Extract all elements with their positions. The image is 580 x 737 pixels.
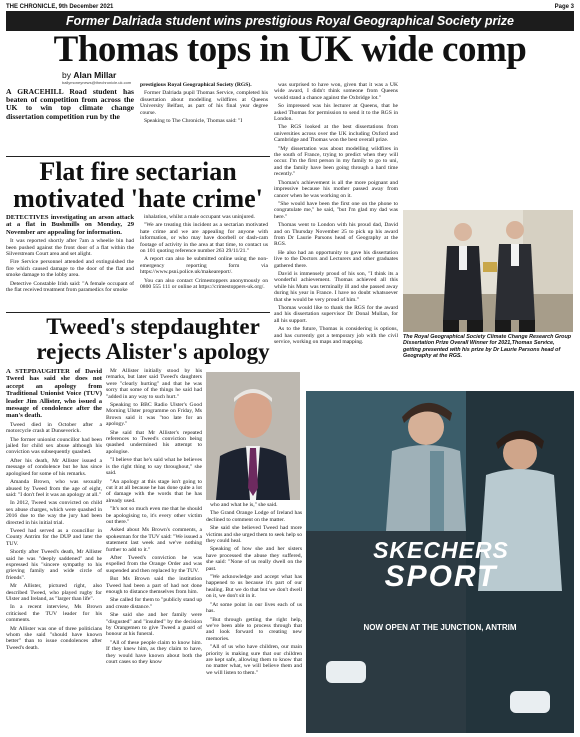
story2-lead: DETECTIVES investigating an arson attack at a flat in Bushmills on Monday, 29 November are appealing for information. [6, 214, 134, 236]
paragraph: She said that Mr Allister's repeated references to Tweed's conviction being quashed undermined his attempt to apologise. [106, 429, 202, 455]
story3-col3 [206, 502, 302, 734]
paragraph: "All of these people claim to know him. If they knew him, as they claim to have, they would have known about both the court cases so they know [106, 639, 202, 666]
paragraph: Speaking to BBC Radio Ulster's Good Morning Ulster programme on Friday, Ms Brown said it was "too late for an apology." [106, 402, 202, 428]
paragraph: It was reported shortly after 7am a wheelie bin had been pushed against the front door of a flat within the Silverstream Court area and set alight. [6, 238, 134, 258]
paragraph: A report can also be submitted online using the non-emergency reporting form via https://www.psni.police.uk/makeareport/. [140, 256, 268, 276]
paragraph: She called for them to "publicly stand up and create distance." [106, 597, 202, 610]
skechers-advert[interactable] [306, 391, 574, 733]
story3-lead: A STEPDAUGHTER of David Tweed has said she does not accept an apology from Traditional Unionist Voice (TUV) leader Jim Allister, who issued a message of condolence after the man's death. [6, 368, 102, 420]
paragraph: who and what he is," she said. [210, 502, 278, 508]
advert-brand-line2: SPORT [384, 560, 498, 593]
paragraph: She said she and her family were "disgusted" and "insulted" by the decision by Orangemen to give Tweed a guard of honour at his funeral. [106, 612, 202, 638]
story2-col1 [6, 214, 134, 309]
paragraph: After Tweed's conviction he was expelled from the Orange Order and was suspended and then replaced by the TUV. [106, 554, 202, 574]
paragraph: Tweed had served as a councillor in County Antrim for the DUP and later the TUV. [6, 527, 102, 547]
story2-headline-line1: Flat fire sectarian [39, 157, 237, 186]
paragraph: She said she believed Tweed had more victims and she urged them to seek help so they could heal. [206, 525, 302, 545]
byline-author: Alan Millar [73, 70, 117, 80]
paragraph: "At some point in our lives each of us has. [206, 601, 302, 615]
folio-date: THE CHRONICLE, 9th December 2021 [6, 4, 114, 10]
paragraph: The former unionist councillor had been jailed for child sex abuse although his conviction was subsequently quashed. [6, 436, 102, 456]
byline [62, 70, 116, 80]
paragraph: Mr Allister was one of three politicians whom she said "should have known better" than to issue condolences after Tweed's death. [6, 625, 102, 651]
story2-headline [6, 158, 270, 212]
paragraph: Thomas's achievement is all the more poignant and impressive because his mother passed away from cancer when he was working on it. [274, 179, 398, 199]
paragraph: "All of us who have children, our main priority is making sure that our children are kept safe, allowing them to know that no matter what, we will believe them and we will listen to them." [206, 644, 302, 676]
paragraph: Detective Constable Irish said: "A female occupant of the flat received treatment from paramedics for smoke [6, 280, 134, 294]
paragraph: "But through getting the right help, we've been able to process through that and look forward to creating new memories. [206, 616, 302, 642]
paragraph: Fire Service personnel attended and extinguished the fire which caused damage to the door of the flat and smoke damage to the lobby area. [6, 259, 134, 279]
paragraph: Speaking to The Chronicle, Thomas said: "I [144, 118, 243, 125]
story3-headline-line1: Tweed's stepdaughter [46, 314, 260, 339]
paragraph: Amanda Brown, who was sexually abused by Tweed from the age of eight, said: "I don't feel it was an apology at all." [6, 479, 102, 498]
paragraph: Shortly after Tweed's death, Mr Allister said he was "deeply saddened" and he expressed his "sincere sympathy to his grieving family and wide circle of friends". [6, 549, 102, 581]
paragraph: Tweed died in October after a motorcycle crash at Dunseverick. [6, 421, 102, 435]
paragraph: Mr Allister, pictured right, also described Tweed, who played rugby for Ulster and Ireland, as "larger than life". [6, 583, 102, 602]
story-banner: Former Dalriada student wins prestigious Royal Geographical Society prize [6, 11, 574, 31]
paragraph: The Grand Orange Lodge of Ireland has declined to comment on the matter. [206, 510, 302, 523]
paragraph: "She would have been the first one on the phone to congratulate me," he said, "but I'm glad my dad was here." [274, 200, 398, 220]
paragraph: Asked about Ms Brown's comments, a spokesman for the TUV said: "We issued a statement last week and we've nothing further to add to it." [106, 527, 202, 553]
paragraph: David is immensely proud of his son, "I think its a wonderful achievement. Thomas achieved all this while his Mum was terminally ill and she passed away during his year in France. I have no doubt whatsoever that she would be very proud of him." [274, 270, 398, 303]
paragraph: prestigious Royal Geographical Society (RGS). [140, 82, 252, 88]
paragraph: was surprised to have won, given that it was a UK wide award, I didn't think someone from Queens would stand a chance against the Oxbridge lot." [274, 82, 398, 101]
paragraph: Former Dalriada pupil Thomas Service, completed his dissertation about modelling wildfires at Queens University Belfast, as part of his final year degree course. [140, 90, 268, 116]
paragraph: "We are treating this incident as a sectarian motivated hate crime and we are appealing for anyone with information, or who may have doorbell or dash-cam footage of activity in the area at that time, to contact us on 101 quoting reference number 263 29/11/21." [140, 222, 268, 255]
story1-lead: A GRACEHILL Road student has beaten of competition from across the UK to win top climate change dissertation competition run by the [6, 88, 134, 121]
paragraph: "We acknowledge and accept what has happened to us because it's part of our healing. But we do that but we don't dwell on it, we don't sit in it. [206, 574, 302, 600]
story3-col1 [6, 368, 102, 734]
paragraph: But Ms Brown said the institution Tweed had been a part of had not done enough to distance themselves from him. [106, 576, 202, 595]
story1-col1 [6, 88, 134, 154]
paragraph: In 2012, Tweed was convicted on child sex abuse charges, which were quashed in 2016 due to the way the jury had been directed in his initial trial. [6, 500, 102, 526]
advert-tagline: NOW OPEN AT THE JUNCTION, ANTRIM [363, 623, 517, 632]
paragraph: The RGS looked at the best dissertations from universities across over the UK including Oxford and Cambridge and Thomas won the best overall prize. [274, 124, 398, 144]
story1-col2 [140, 82, 268, 154]
folio-page-number: Page 3 [554, 4, 574, 10]
story2-col2 [140, 214, 268, 309]
allister-photo [206, 372, 300, 500]
paragraph: So impressed was his lecturer at Queens, that he asked Thomas for permission to send it to the RGS in London. [274, 103, 398, 123]
paragraph: "My dissertation was about modelling wildfires in the south of France, trying to predict when they will occur. I'm the first person in my family to go to uni, and the family have been going through a hard time recently." [274, 145, 398, 178]
paragraph: He also had an opportunity to gave his dissertation live to the Doctors and Lecturers and other graduates gathered there. [274, 249, 398, 269]
paragraph: After his death, Mr Allister issued a message of condolence but he has since apologised for some of his remarks. [6, 457, 102, 477]
paragraph: Thomas went to London with his proud dad, David and on Thursday November 25 to pick up his award from Dr Laurie Parsons head of Geography at the RGS. [274, 222, 398, 248]
paragraph: inhalation, whilst a male occupant was uninjured. [144, 214, 255, 220]
paragraph: Thomas would like to thank the RGS for the award and his dissertation supervisor Dr Donal Mullan, for all his support. [274, 305, 398, 324]
story3-headline [6, 314, 300, 364]
award-photo-caption: The Royal Geographical Society Climate Change Research Group Dissertation Prize Overall Winner for 2021,Thomas Service, getting presented with his prize by Dr Laurie Parsons head of Geography at the RGS. [403, 334, 572, 360]
byline-email: ballymoneynews@thechronicle.uk.com [62, 80, 132, 85]
paragraph: Mr Allister initially stood by his remarks, but later said Tweed's daughters were "clearly hurting" and that he was sorry that some of the things he said had "added in any way to such hurt." [106, 368, 202, 400]
story2-headline-line2: motivated 'hate crime' [13, 184, 263, 213]
paragraph: "An apology at this stage isn't going to cut it at all because he has done quite a lot of damage with the words that he has already used. [106, 478, 202, 504]
byline-prefix: by [62, 70, 71, 80]
story3-headline-line2: rejects Alister's apology [36, 339, 270, 364]
paragraph: Speaking of how she and her sisters have processed the abuse they suffered, she said: "None of us really dwell on the past. [206, 546, 302, 572]
paragraph: "I believe that he's said what he believes is the right thing to say throughout," she said. [106, 457, 202, 477]
award-photo-illustration [403, 210, 573, 332]
section-divider [6, 312, 270, 313]
advert-brand-line1: SKECHERS [373, 537, 509, 563]
paragraph: As to the future, Thomas is considering is options, and has currently got a temporary job with the civil service, working on maps and mapping. [274, 326, 398, 346]
paragraph: "It's not so much even me that he should be apologising to, it's every other victim out there." [106, 506, 202, 525]
allister-photo-illustration [206, 372, 300, 500]
main-headline: Thomas tops in UK wide comp [53, 29, 527, 70]
paragraph: You can also contact Crimestoppers anonymously on 0800 555 111 or online at https://crimestoppers-uk.org/. [140, 277, 268, 291]
award-photo [403, 210, 573, 332]
paragraph: In a recent interview, Ms Brown criticised the TUV leader for his comments. [6, 604, 102, 624]
story3-col2 [106, 368, 202, 734]
